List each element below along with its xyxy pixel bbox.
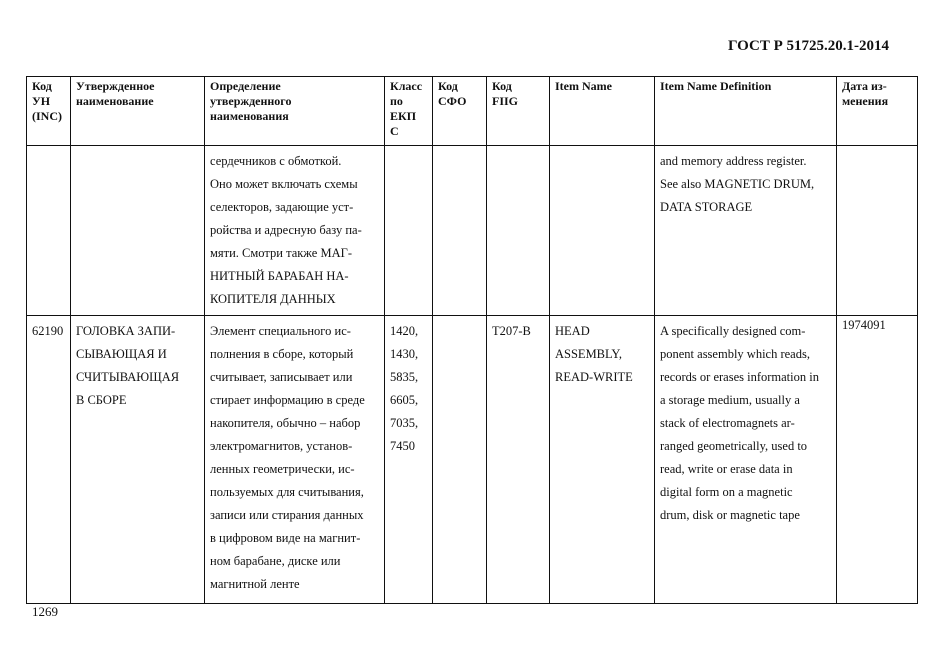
cell-line: пользуемых для считывания, [210,485,364,499]
cell-change-date [837,316,918,604]
cell-line: Утвержденное [76,79,155,93]
cell-line: ranged geometrically, used to [660,439,808,453]
cell-line: See also MAGNETIC DRUM, [660,177,815,191]
cell-line: стирает информацию в среде [210,393,365,407]
cell-line: digital form on a magnetic [660,485,793,499]
document-standard-number: ГОСТ Р 51725.20.1-2014 [727,38,889,54]
cell-line: УН [32,94,51,108]
cell-name-definition-ru [205,146,385,316]
cell-line: DATA STORAGE [660,200,753,214]
header-approved-name [71,77,205,146]
header-item-name-definition [655,77,837,146]
header-fiig-code [487,77,550,146]
cell-line: 1974091 [842,318,886,332]
cell-line: Item Name Definition [660,79,772,93]
cell-change-date [837,146,918,316]
cell-sfo-code [433,146,487,316]
cell-line: FIIG [492,94,519,108]
cell-line: НИТНЫЙ БАРАБАН НА- [210,269,349,283]
cell-line: магнитной ленте [210,577,300,591]
table-row [27,316,918,604]
cell-line: Код [32,79,52,93]
cell-inc-code [27,316,71,604]
cell-inc-code [27,146,71,316]
header-name-definition-ru [205,77,385,146]
cell-sfo-code [433,316,487,604]
cell-line: в цифровом виде на магнит- [210,531,361,545]
cell-item-name [550,316,655,604]
cell-line: 1420, [390,324,419,338]
cell-line: Элемент специального ис- [210,324,351,338]
cell-line: Код [438,79,458,93]
cell-line: ЕКП [390,109,417,123]
items-table [26,76,918,604]
cell-class [385,316,433,604]
cell-line: 6605, [390,393,419,407]
cell-line: HEAD [555,324,590,338]
header-class [385,77,433,146]
cell-line: записи или стирания данных [210,508,364,522]
cell-line: СФО [438,94,467,108]
cell-line: 7035, [390,416,419,430]
cell-line: drum, disk or magnetic tape [660,508,800,522]
cell-line: (INC) [32,109,62,123]
cell-line: Item Name [555,79,612,93]
cell-line: Дата из- [842,79,887,93]
cell-class [385,146,433,316]
cell-line: наименование [76,94,154,108]
cell-line: READ-WRITE [555,370,633,384]
cell-line: КОПИТЕЛЯ ДАННЫХ [210,292,336,306]
cell-line: ГОЛОВКА ЗАПИ- [76,324,176,338]
table-header [27,77,918,146]
cell-line: and memory address register. [660,154,807,168]
cell-line: ройства и адресную базу па- [210,223,362,237]
cell-line: a storage medium, usually a [660,393,800,407]
cell-line: 1430, [390,347,419,361]
header-item-name [550,77,655,146]
cell-line: Код [492,79,512,93]
cell-line: менения [842,94,889,108]
cell-line: Оно может включать схемы [210,177,358,191]
cell-approved-name [71,316,205,604]
cell-line: полнения в сборе, который [210,347,354,361]
cell-item-name-definition [655,316,837,604]
cell-line: накопителя, обычно – набоp [210,416,361,430]
cell-line: В СБОРЕ [76,393,127,407]
cell-line: Определение [210,79,281,93]
cell-line: СЫВАЮЩАЯ И [76,347,167,361]
cell-line: селекторов, задающие уст- [210,200,354,214]
table-row [27,146,918,316]
header-inc-code [27,77,71,146]
header-change-date [837,77,918,146]
cell-line: мяти. Смотри также МАГ- [210,246,352,260]
cell-line: ленных геометрически, ис- [210,462,355,476]
cell-line: электромагнитов, установ- [210,439,353,453]
cell-line: СЧИТЫВАЮЩАЯ [76,370,180,384]
cell-line: С [390,124,399,138]
header-row [27,77,918,146]
cell-line: сердечников с обмоткой. [210,154,342,168]
cell-line: 62190 [32,324,64,338]
cell-fiig-code [487,146,550,316]
cell-line: по [390,94,403,108]
cell-item-name-definition [655,146,837,316]
cell-line: 5835, [390,370,419,384]
cell-line: 7450 [390,439,415,453]
table-body [27,146,918,604]
cell-line: наименования [210,109,289,123]
cell-line: считывает, записывает или [210,370,353,384]
cell-approved-name [71,146,205,316]
cell-line: stack of electromagnets ar- [660,416,795,430]
cell-item-name [550,146,655,316]
cell-line: read, write or erase data in [660,462,793,476]
cell-line: A specifically designed com- [660,324,806,338]
cell-line: ном барабане, диске или [210,554,341,568]
page-number: 1269 [32,604,58,619]
cell-line: T207-B [492,324,531,338]
cell-line: records or erases information in [660,370,819,384]
cell-fiig-code [487,316,550,604]
cell-name-definition-ru [205,316,385,604]
cell-line: ASSEMBLY, [555,347,622,361]
cell-line: Класс [390,79,423,93]
cell-line: ponent assembly which reads, [660,347,810,361]
cell-line: утвержденного [210,94,292,108]
header-sfo-code [433,77,487,146]
